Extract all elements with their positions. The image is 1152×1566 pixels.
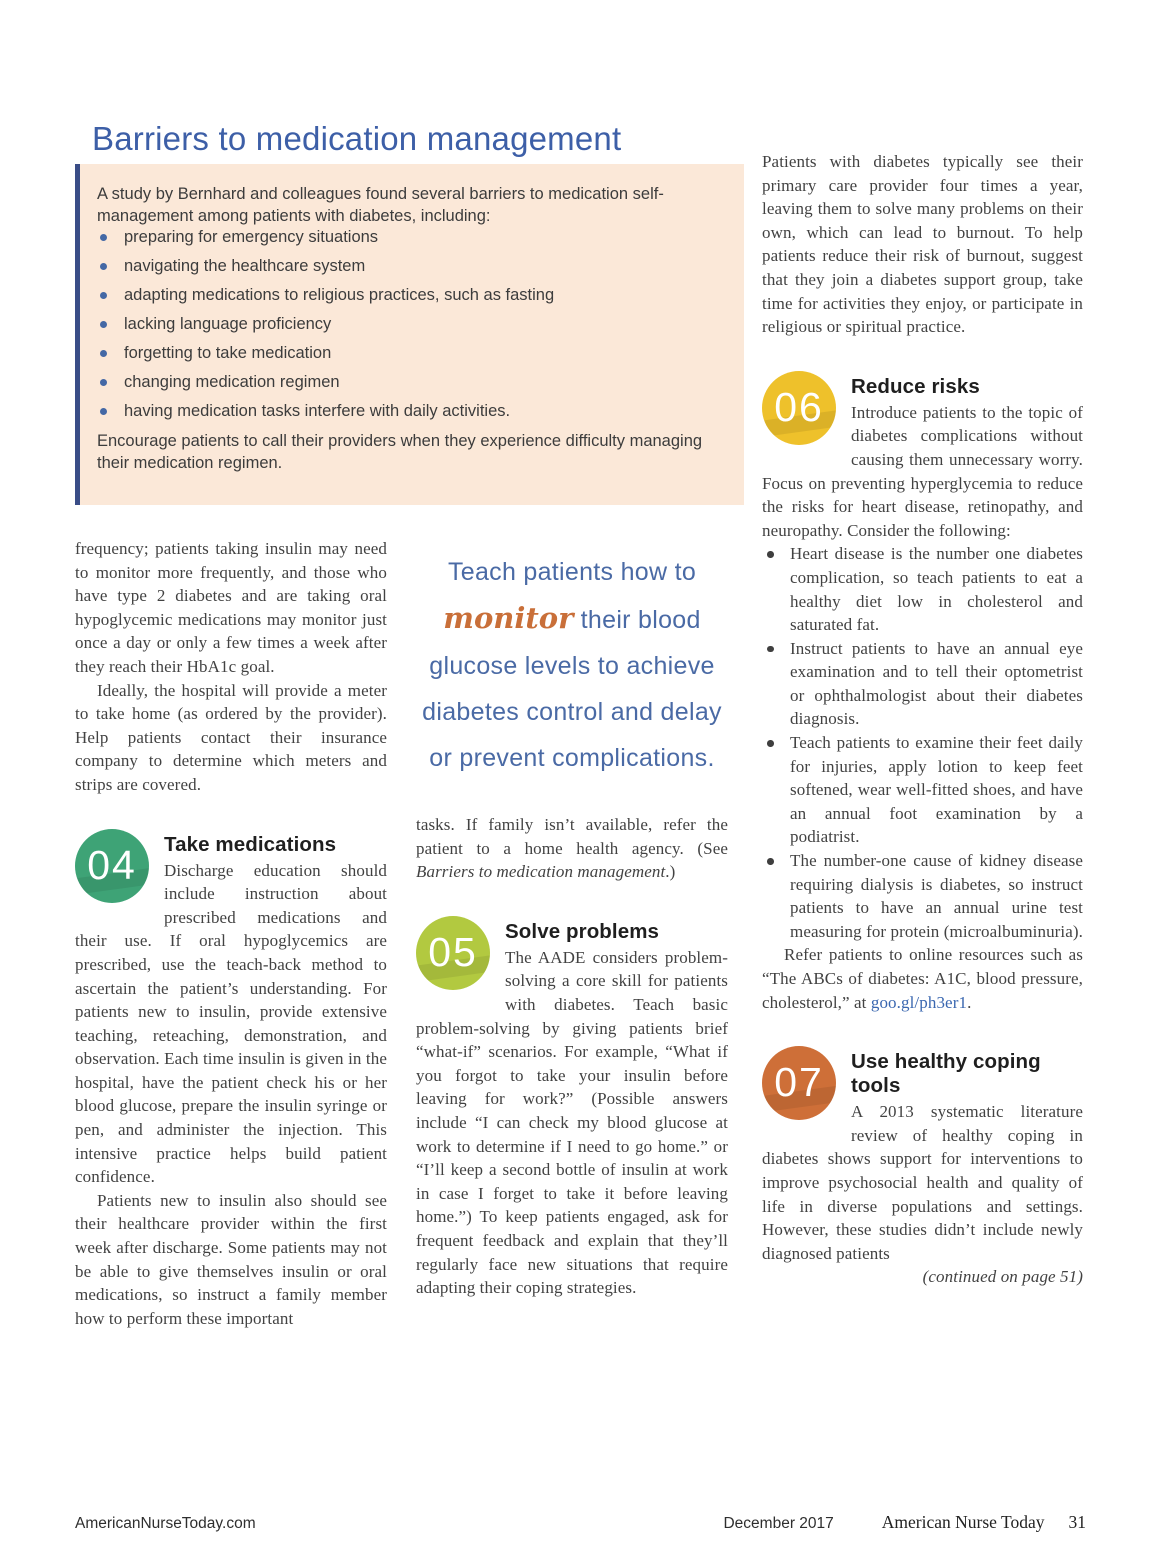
list-item-text: Teach patients to examine their feet daily for injuries, apply lotion to keep feet softened, wear well-fitted shoes, and have an annual foot examination by a podiatrist. bbox=[790, 733, 1083, 847]
right-column bbox=[762, 150, 1083, 1289]
list-item bbox=[762, 542, 1083, 636]
list-item bbox=[97, 372, 716, 393]
list-item-text: changing medication regimen bbox=[124, 373, 340, 391]
step-05-number: 05 bbox=[428, 928, 478, 975]
sidebar-box-title: Barriers to medication management bbox=[92, 120, 622, 157]
bullet-dot-icon bbox=[100, 408, 107, 415]
list-item bbox=[762, 731, 1083, 849]
body-paragraph: Introduce patients to the topic of diabetes complications without causing them unnecessary worry. Focus on preventing hyperglycemia to reduce the risks for heart disease, retinopathy, and neuropathy. Consider the following: bbox=[762, 402, 1083, 540]
bullet-dot-icon bbox=[767, 740, 774, 747]
step-06-number: 06 bbox=[774, 383, 824, 430]
list-item-text: forgetting to take medication bbox=[124, 344, 332, 362]
box-outro-text: Encourage patients to call their providers when they experience difficulty managing their medication regimen. bbox=[97, 432, 703, 472]
body-paragraph: The AADE considers problem-solving a core skill for patients with diabetes. Teach basic problem-solving by giving patients brief “what-if” scenarios. For example, “What if you forgot to take your insulin before leaving for work?” (Possible answers include “I can check my blood glucose at work to determine if I need to go home.” or “I’ll keep a second bottle of insulin at work in case I forget to take it before leaving home.”) To keep patients engaged, ask for frequent feedback and explain that they’ll regularly face new situations that require adapting their coping strategies. bbox=[416, 947, 728, 1298]
page-footer bbox=[75, 1512, 1086, 1533]
list-item-text: preparing for emergency situations bbox=[124, 228, 379, 246]
step-section-04 bbox=[75, 826, 387, 1331]
list-item-text: navigating the healthcare system bbox=[124, 257, 366, 275]
paragraph-text: .) bbox=[665, 862, 676, 882]
list-item-text: The number-one cause of kidney disease requiring dialysis is diabetes, so instruct patients to have an annual urine test measuring for protein (microalbuminuria). bbox=[790, 851, 1084, 941]
step-section-07 bbox=[762, 1043, 1083, 1289]
step-section-06 bbox=[762, 368, 1083, 1014]
paragraph-text: . bbox=[967, 992, 972, 1012]
body-paragraph: Ideally, the hospital will provide a meter to take home (as ordered by the provider). Help patients contact their insurance company to determine which meters and strips are covered. bbox=[75, 680, 387, 794]
bullet-dot-icon bbox=[100, 379, 107, 386]
middle-column bbox=[416, 537, 728, 1300]
pull-quote-text: Teach patients how to bbox=[447, 558, 697, 586]
body-paragraph: A 2013 systematic literature review of healthy coping in diabetes shows support for interventions to improve psychosocial health and quality of life in diverse populations and settings. However, these studies didn’t include newly diagnosed patients bbox=[762, 1102, 1083, 1263]
bullet-dot-icon bbox=[767, 646, 774, 653]
pull-quote-text: their blood glucose levels to achieve diabetes control and delay or prevent complications. bbox=[422, 606, 722, 772]
body-paragraph: Patients new to insulin also should see their healthcare provider within the first week after discharge. Some patients may not be able to give themselves insulin or oral medications, so instruct a family member how to perform these important bbox=[75, 1190, 387, 1328]
list-item-text: having medication tasks interfere with daily activities. bbox=[124, 402, 511, 420]
footer-issue-date: December 2017 bbox=[723, 1515, 834, 1532]
box-bullet-list bbox=[97, 227, 716, 422]
list-item bbox=[97, 314, 716, 335]
body-paragraph: frequency; patients taking insulin may need to monitor more frequently, and those who have type 2 diabetes and are taking oral hypoglycemic medications may monitor just once a day or only a few times a week after they reach their HbA1c goal. bbox=[75, 539, 387, 676]
step-05-title: Solve problems bbox=[505, 919, 660, 943]
list-item bbox=[97, 256, 716, 277]
footer-page-number: 31 bbox=[1068, 1512, 1086, 1532]
list-item bbox=[97, 285, 716, 306]
step-06-title: Reduce risks bbox=[851, 374, 980, 398]
step-04-number: 04 bbox=[87, 841, 137, 888]
list-item-text: adapting medications to religious practices, such as fasting bbox=[124, 286, 555, 304]
goo-gl-link[interactable]: goo.gl/ph3er1 bbox=[870, 992, 968, 1012]
risk-bullet-list bbox=[762, 542, 1083, 943]
bullet-dot-icon bbox=[767, 858, 774, 865]
list-item bbox=[762, 849, 1083, 943]
bullet-dot-icon bbox=[100, 234, 107, 241]
script-monitor-word: monitor bbox=[443, 601, 574, 635]
list-item bbox=[97, 343, 716, 364]
paragraph-text: tasks. If family isn’t available, refer the patient to a home health agency. (See bbox=[416, 815, 728, 858]
step-07-number: 07 bbox=[774, 1059, 824, 1106]
step-07-badge bbox=[762, 1046, 836, 1120]
list-item-text: Heart disease is the number one diabetes complication, so teach patients to eat a healthy diet low in cholesterol and saturated fat. bbox=[790, 544, 1083, 635]
footer-website: AmericanNurseToday.com bbox=[75, 1515, 256, 1532]
body-paragraph: Patients with diabetes typically see their primary care provider four times a year, leaving them to solve many problems on their own, which can lead to burnout. To help patients reduce their risk of burnout, suggest that they join a diabetes support group, take time for activities they enjoy, or participate in religious or spiritual practice. bbox=[762, 152, 1083, 337]
box-intro-text: A study by Bernhard and colleagues found several barriers to medication self-management among patients with diabetes, including: bbox=[97, 185, 664, 225]
barriers-sidebar-box bbox=[75, 164, 744, 505]
bullet-dot-icon bbox=[100, 321, 107, 328]
list-item bbox=[762, 637, 1083, 731]
bullet-dot-icon bbox=[100, 292, 107, 299]
step-06-badge bbox=[762, 371, 836, 445]
body-paragraph bbox=[762, 943, 1083, 1014]
step-07-title: Use healthy coping tools bbox=[851, 1050, 1041, 1098]
see-reference-italic: Barriers to medication management bbox=[416, 862, 666, 882]
bullet-dot-icon bbox=[100, 350, 107, 357]
step-04-badge bbox=[75, 829, 149, 903]
list-item-text: Instruct patients to have an annual eye examination and to tell their optometrist or ophthalmologist about their diabetes diagnosis. bbox=[790, 638, 1083, 729]
body-paragraph: Discharge education should include instruction about prescribed medications and their use. If oral hypoglycemics are prescribed, use the teach-back method to ascertain the patient’s understanding. For patients new to insulin, provide extensive teaching, reteaching, demonstration, and observation. Each time insulin is given in the hospital, have the patient check his or her blood glucose, prepare the insulin syringe or pen, and administer the injection. This intensive practice helps build patient confidence. bbox=[75, 860, 387, 1187]
left-column bbox=[75, 537, 387, 1330]
bullet-dot-icon bbox=[100, 263, 107, 270]
list-item bbox=[97, 401, 716, 422]
step-05-badge bbox=[416, 916, 490, 990]
body-paragraph bbox=[416, 813, 728, 884]
list-item-text: lacking language proficiency bbox=[124, 315, 332, 333]
paragraph-text: Refer patients to online resources such as “The ABCs of diabetes: A1C, blood pressure, cholesterol,” at bbox=[762, 945, 1083, 1012]
bullet-dot-icon bbox=[767, 551, 774, 558]
continued-note: (continued on page 51) bbox=[922, 1267, 1083, 1287]
pull-quote bbox=[416, 549, 728, 781]
step-04-title: Take medications bbox=[164, 832, 337, 856]
footer-journal-name: American Nurse Today bbox=[881, 1512, 1045, 1532]
list-item bbox=[97, 227, 716, 248]
step-section-05 bbox=[416, 913, 728, 1300]
